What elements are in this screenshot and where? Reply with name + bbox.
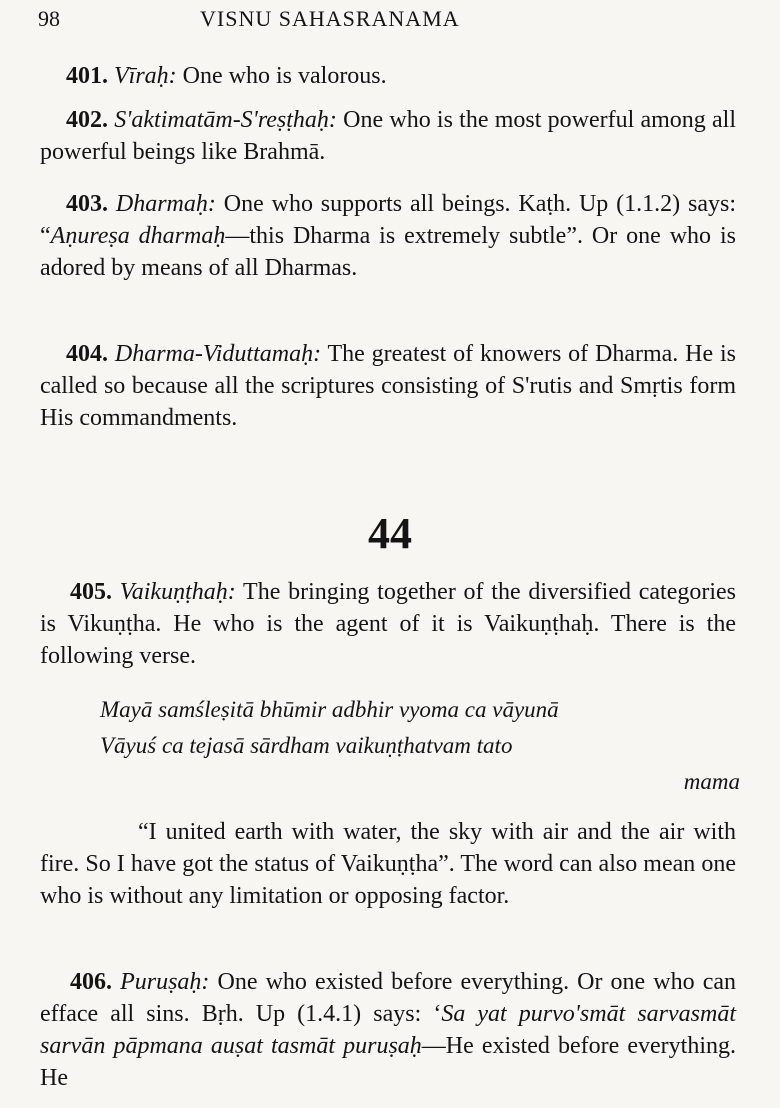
entry-quote: Sa yat purvo'smāt sarvasmāt sarvān pāpmana auṣat tasmāt puruṣaḥ: [40, 1001, 736, 1059]
verse-line: Vāyuś ca tejasā sārdham vaikuṇṭhatvam tato: [100, 733, 513, 758]
entry-text: —this Dharma is extremely subtle”. Or one who is adored by means of all Dharmas.: [40, 223, 736, 281]
page-header: [38, 6, 740, 36]
entry-number: 402.: [66, 107, 108, 133]
verse-line: mama: [683, 769, 740, 794]
entry-name: Vīraḥ:: [114, 63, 177, 89]
entry-401: [40, 60, 736, 92]
entry-name: Puruṣaḥ:: [120, 969, 210, 995]
entry-text: —He existed before everything. He: [40, 1033, 737, 1091]
entry-name: Dharma-Viduttamaḥ:: [114, 341, 322, 367]
entry-text: One who is the most powerful among all powerful beings like Brahmā.: [40, 107, 737, 165]
entry-number: 405.: [70, 579, 112, 605]
entry-name: Vaikuṇṭhaḥ:: [119, 579, 236, 605]
entry-text: One who supports all beings. Kaṭh. Up (1.1.2) says: “: [40, 191, 736, 249]
entry-405: [40, 576, 736, 672]
entry-403: [40, 188, 736, 284]
sanskrit-verse: [100, 692, 740, 800]
entry-404: [40, 338, 736, 434]
entry-402: [40, 104, 736, 168]
entry-name: S'aktimatām-S'reṣṭhaḥ:: [114, 107, 337, 133]
entry-number: 404.: [66, 341, 108, 367]
entry-text: The greatest of knowers of Dharma. He is called so because all the scriptures consisting of S'rutis and Smṛtis form His commandments.: [40, 341, 736, 431]
page-number: 98: [38, 6, 60, 31]
entry-text: One who existed before everything. Or one who can efface all sins. Bṛh. Up (1.4.1) says: ‘: [40, 969, 737, 1027]
entry-quote: Aṇureṣa dharmaḥ: [50, 223, 226, 249]
verse-line: Mayā samśleṣitā bhūmir adbhir vyoma ca vāyunā: [100, 697, 559, 722]
entry-number: 401.: [66, 63, 108, 89]
section-number: 44: [368, 509, 412, 558]
entry-name: Dharmaḥ:: [115, 191, 216, 217]
entry-text: The bringing together of the diversified categories is Vikuṇṭha. He who is the agent of it is Vaikuṇṭhaḥ. There is the following verse.: [40, 579, 736, 669]
entry-number: 406.: [70, 969, 112, 995]
running-title: VISNU SAHASRANAMA: [200, 6, 460, 31]
entry-text: One who is valorous.: [182, 63, 387, 89]
translation-text: “I united earth with water, the sky with air and the air with fire. So I have got the status of Vaikuṇṭha”. The word can also mean one who is without any limitation or opposing factor.: [40, 819, 736, 909]
entry-406: [40, 966, 736, 1094]
verse-translation: [40, 816, 736, 912]
entry-number: 403.: [66, 191, 108, 217]
